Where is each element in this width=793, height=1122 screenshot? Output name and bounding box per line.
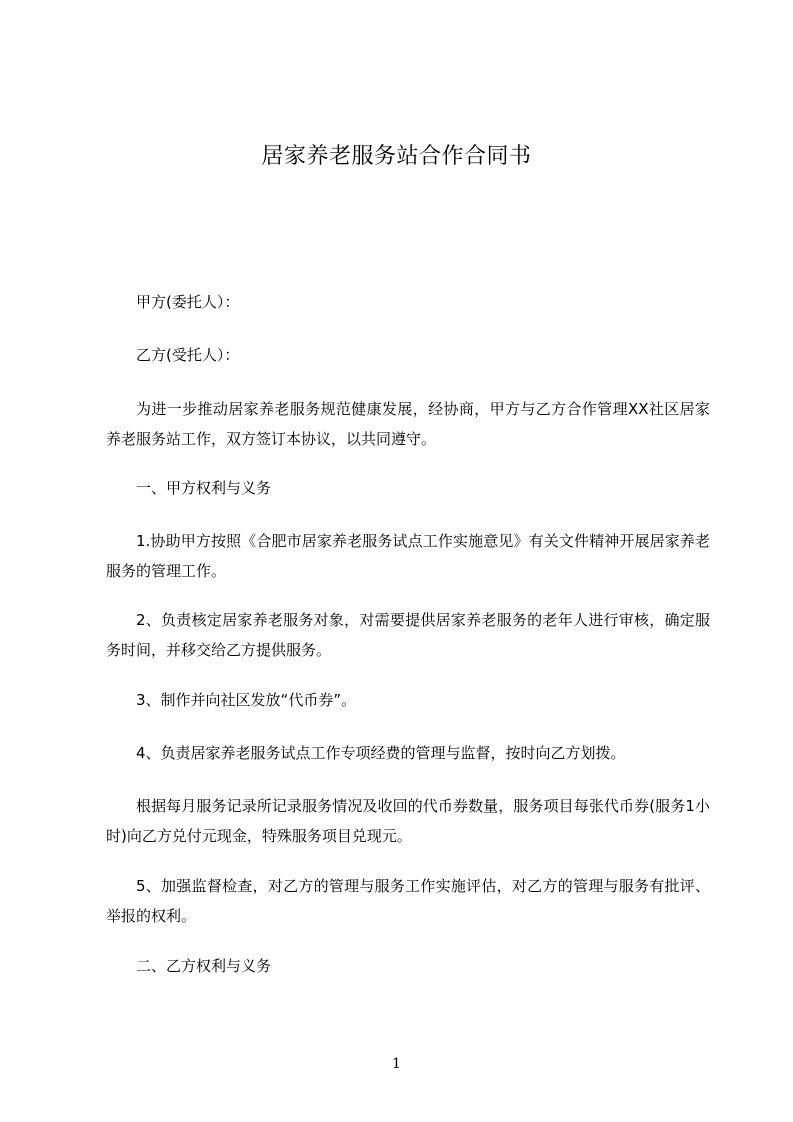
party-a-line: 甲方(委托人）： (136, 293, 240, 311)
clause-1: 1.协助甲方按照《合肥市居家养老服务试点工作实施意见》有关文件精神开展居家养老服务的管理工作。 (106, 532, 710, 580)
clause-4: 4、负责居家养老服务试点工作专项经费的管理与监督，按时向乙方划拨。 (136, 744, 626, 762)
section-1-heading: 一、甲方权利与义务 (136, 479, 272, 497)
party-b-line: 乙方(受托人）： (136, 346, 240, 364)
clause-5: 5、加强监督检查，对乙方的管理与服务工作实施评估，对乙方的管理与服务有批评、举报的权利。 (106, 877, 710, 925)
section-2-heading: 二、乙方权利与义务 (136, 957, 272, 975)
clause-2: 2、负责核定居家养老服务对象，对需要提供居家养老服务的老年人进行审核，确定服务时间，并移交给乙方提供服务。 (106, 611, 710, 659)
clause-3: 3、制作并向社区发放“代币券”。 (136, 691, 357, 709)
document-title: 居家养老服务站合作合同书 (261, 144, 532, 169)
page-number: 1 (392, 1056, 401, 1072)
clause-4-detail: 根据每月服务记录所记录服务情况及收回的代币券数量，服务项目每张代币券(服务1小时)向乙方兑付元现金，特殊服务项目兑现元。 (106, 797, 710, 845)
intro-paragraph: 为进一步推动居家养老服务规范健康发展，经协商，甲方与乙方合作管理XX社区居家养老服务站工作，双方签订本协议，以共同遵守。 (106, 400, 710, 448)
